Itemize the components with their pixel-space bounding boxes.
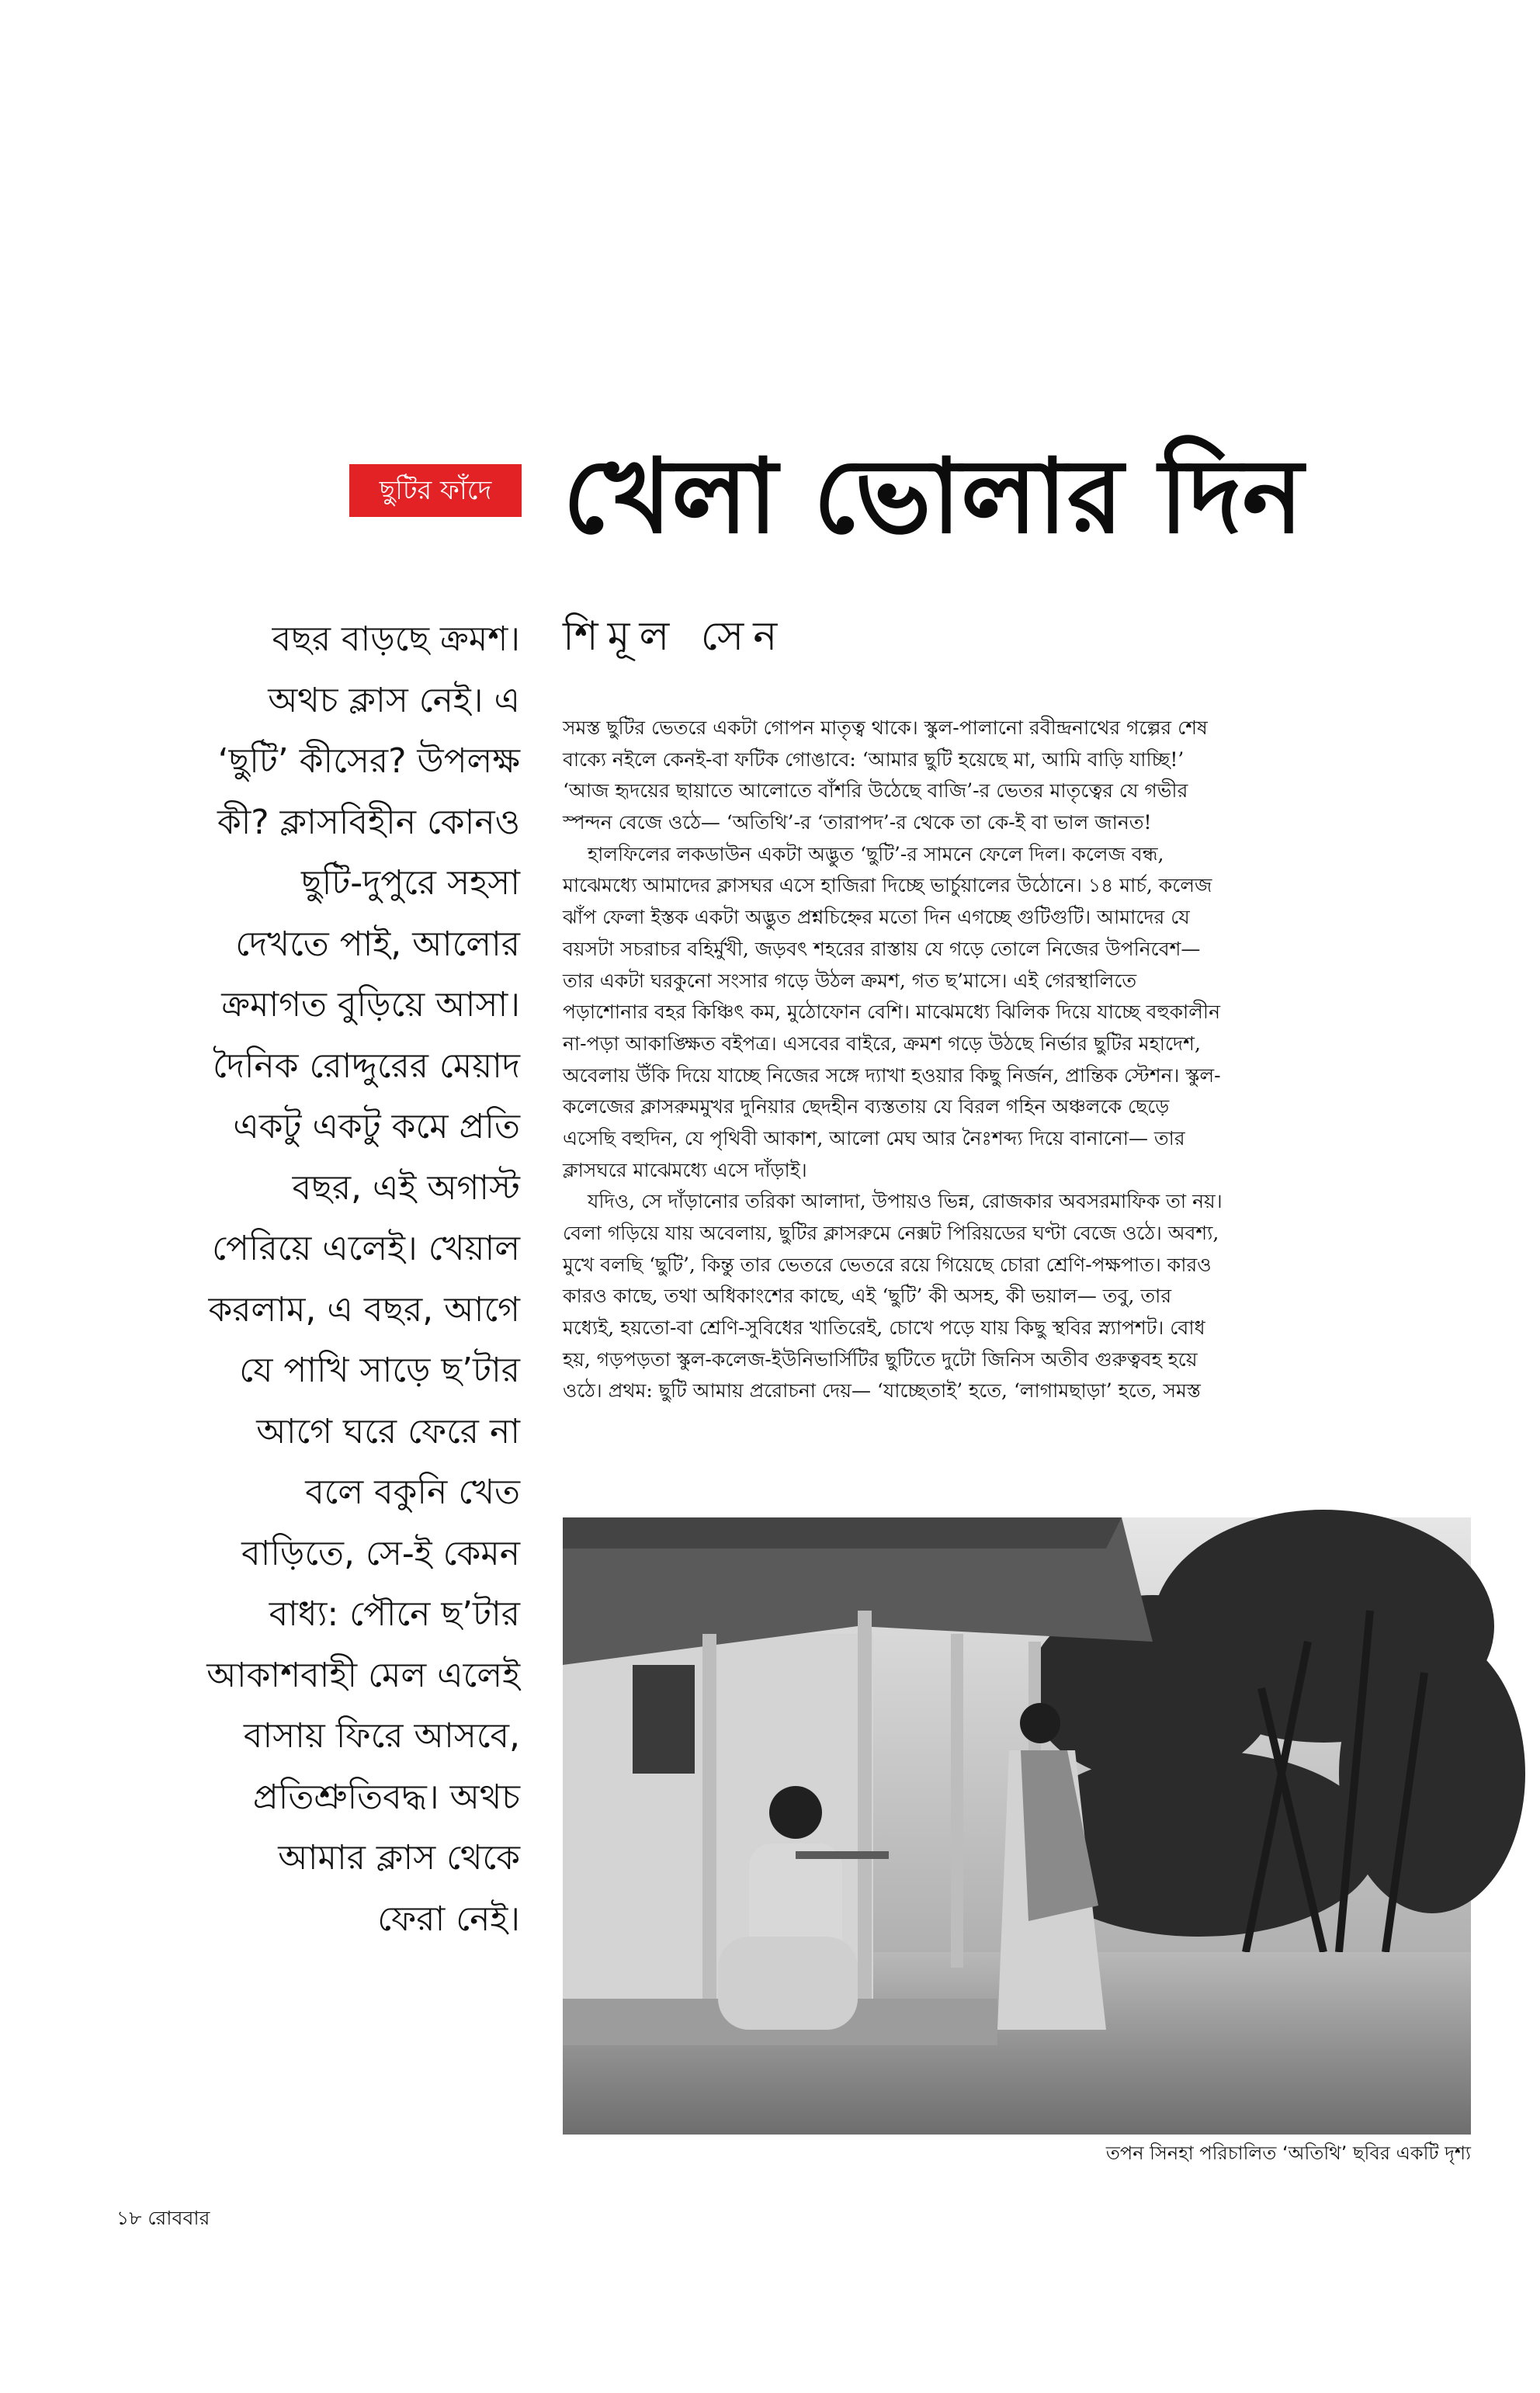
pull-quote-line: বছর বাড়ছে ক্রমশ। (272, 619, 520, 659)
page-folio: ১৮ রোববার (116, 2207, 210, 2229)
body-line: ওঠে। প্রথম: ছুটি আমায় প্ররোচনা দেয়— ‘যাচ্ছেতাই’ হতে, ‘লাগামছাড়া’ হতে, সমস্ত (563, 1379, 1201, 1403)
body-line: মুখে বলছি ‘ছুটি’, কিন্তু তার ভেতরে ভেতরে রয়ে গিয়েছে চোরা শ্রেণি-পক্ষপাত। কারও (563, 1253, 1212, 1276)
pull-quote-line: ছুটি-দুপুরে সহসা (301, 863, 520, 903)
byline: শিমূল সেন (563, 613, 787, 660)
body-line: কলেজের ক্লাসরুমমুখর দুনিয়ার ছেদহীন ব্যস্ততায় যে বিরল গহিন অঞ্চলকে ছেড়ে (563, 1095, 1170, 1118)
body-line: মধ্যেই, হয়তো-বা শ্রেণি-সুবিধের খাতিরেই, চোখে পড়ে যায় কিছু স্থবির স্ন্যাপশট। বোধ (563, 1316, 1205, 1340)
pull-quote-line: কী? ক্লাসবিহীন কোনও (217, 802, 520, 842)
pull-quote-line: ক্রমাগত বুড়িয়ে আসা। (221, 985, 520, 1025)
body-line: বেলা গড়িয়ে যায় অবেলায়, ছুটির ক্লাসরুমে নেক্সট পিরিয়ডের ঘণ্টা বেজে ওঠে। অবশ্য, (563, 1222, 1219, 1244)
body-line: ‘আজ হৃদয়ের ছায়াতে আলোতে বাঁশরি উঠেছে বাজি’-র ভেতর মাতৃত্বের যে গভীর (563, 779, 1188, 803)
body-line: না-পড়া আকাঙ্ক্ষিত বইপত্র। এসবের বাইরে, ক্রমশ গড়ে উঠছে নির্ভার ছুটির মহাদেশ, (563, 1032, 1201, 1055)
pull-quote-line: বাড়িতে, সে-ই কেমন (241, 1533, 520, 1573)
body-line: মাঝেমধ্যে আমাদের ক্লাসঘর এসে হাজিরা দিচ্ছে ভার্চুয়ালের উঠোনে। ১৪ মার্চ, কলেজ (563, 874, 1212, 897)
pull-quote-line: পেরিয়ে এলেই। খেয়াল (212, 1229, 520, 1268)
pull-quote-line: বাধ্য: পৌনে ছ’টার (269, 1594, 520, 1634)
body-line: হালফিলের লকডাউন একটা অদ্ভুত ‘ছুটি’-র সামনে ফেলে দিল। কলেজ বন্ধ, (588, 842, 1164, 865)
body-line: স্পন্দন বেজে ওঠে— ‘অতিথি’-র ‘তারাপদ’-র থেকে তা কে-ই বা ভাল জানত! (563, 811, 1152, 834)
body-line: অবেলায় উঁকি দিয়ে যাচ্ছে নিজের সঙ্গে দ্যাখা হওয়ার কিছু নির্জন, প্রান্তিক স্টেশন। স্কুল- (563, 1063, 1221, 1087)
body-line: পড়াশোনার বহর কিঞ্চিৎ কম, মুঠোফোন বেশি। মাঝেমধ্যে ঝিলিক দিয়ে যাচ্ছে বহুকালীন (563, 1001, 1221, 1024)
pull-quote-line: আকাশবাহী মেল এলেই (206, 1655, 520, 1695)
pull-quote (85, 609, 520, 1939)
body-line: সমস্ত ছুটির ভেতরে একটা গোপন মাতৃত্ব থাকে। স্কুল-পালানো রবীন্দ্রনাথের গল্পের শেষ (563, 716, 1208, 739)
pull-quote-line: আগে ঘরে ফেরে না (256, 1411, 520, 1451)
pull-quote-line: অথচ ক্লাস নেই। এ (268, 680, 520, 720)
body-line: কারও কাছে, তথা অধিকাংশের কাছে, এই ‘ছুটি’ কী অসহ, কী ভয়াল— তবু, তার (563, 1285, 1172, 1308)
pull-quote-line: বলে বকুনি খেত (305, 1472, 520, 1512)
body-line: যদিও, সে দাঁড়ানোর তরিকা আলাদা, উপায়ও ভিন্ন, রোজকার অবসরমাফিক তা নয়। (588, 1190, 1223, 1213)
pull-quote-line: বছর, এই অগাস্ট (292, 1167, 520, 1208)
pull-quote-line: আমার ক্লাস থেকে (278, 1838, 520, 1878)
pull-quote-line: বাসায় ফিরে আসবে, (243, 1716, 520, 1756)
section-tag: ছুটির ফাঁদে (349, 464, 522, 517)
pull-quote-line: একটু একটু কমে প্রতি (233, 1107, 520, 1146)
headline: খেলা ভোলার দিন (563, 437, 1304, 557)
film-still-photo (563, 1517, 1471, 2135)
body-line: তার একটা ঘরকুনো সংসার গড়ে উঠল ক্রমশ, গত ছ’মাসে। এই গেরস্থালিতে (563, 969, 1137, 992)
pull-quote-line: করলাম, এ বছর, আগে (208, 1289, 520, 1330)
pull-quote-line: ‘ছুটি’ কীসের? উপলক্ষ (217, 741, 520, 781)
article-body (563, 713, 1471, 1489)
body-line: এসেছি বহুদিন, যে পৃথিবী আকাশ, আলো মেঘ আর নৈঃশব্দ্য দিয়ে বানানো— তার (563, 1126, 1185, 1150)
body-line: হয়, গড়পড়তা স্কুল-কলেজ-ইউনিভার্সিটির ছুটিতে দুটো জিনিস অতীব গুরুত্ববহ হয়ে (563, 1347, 1198, 1371)
body-line: ঝাঁপ ফেলা ইস্তক একটা অদ্ভুত প্রশ্নচিহ্নের মতো দিন এগচ্ছে গুটিগুটি। আমাদের যে (563, 906, 1190, 929)
pull-quote-line: দৈনিক রোদ্দুরের মেয়াদ (212, 1046, 520, 1086)
pull-quote-line: প্রতিশ্রুতিবদ্ধ। অথচ (252, 1777, 520, 1817)
body-line: বাক্যে নইলে কেনই-বা ফটিক গোঙাবে: ‘আমার ছুটি হয়েছে মা, আমি বাড়ি যাচ্ছি!’ (563, 747, 1184, 771)
body-line: ক্লাসঘরে মাঝেমধ্যে এসে দাঁড়াই। (563, 1158, 807, 1181)
pull-quote-line: যে পাখি সাড়ে ছ’টার (239, 1351, 520, 1390)
pull-quote-line: দেখতে পাই, আলোর (235, 924, 520, 964)
pull-quote-line: ফেরা নেই। (377, 1899, 520, 1939)
body-line: বয়সটা সচরাচর বহির্মুখী, জড়বৎ শহরের রাস্তায় যে গড়ে তোলে নিজের উপনিবেশ— (563, 937, 1201, 960)
photo-caption: তপন সিনহা পরিচালিত ‘অতিথি’ ছবির একটি দৃশ্য (1105, 2142, 1471, 2164)
